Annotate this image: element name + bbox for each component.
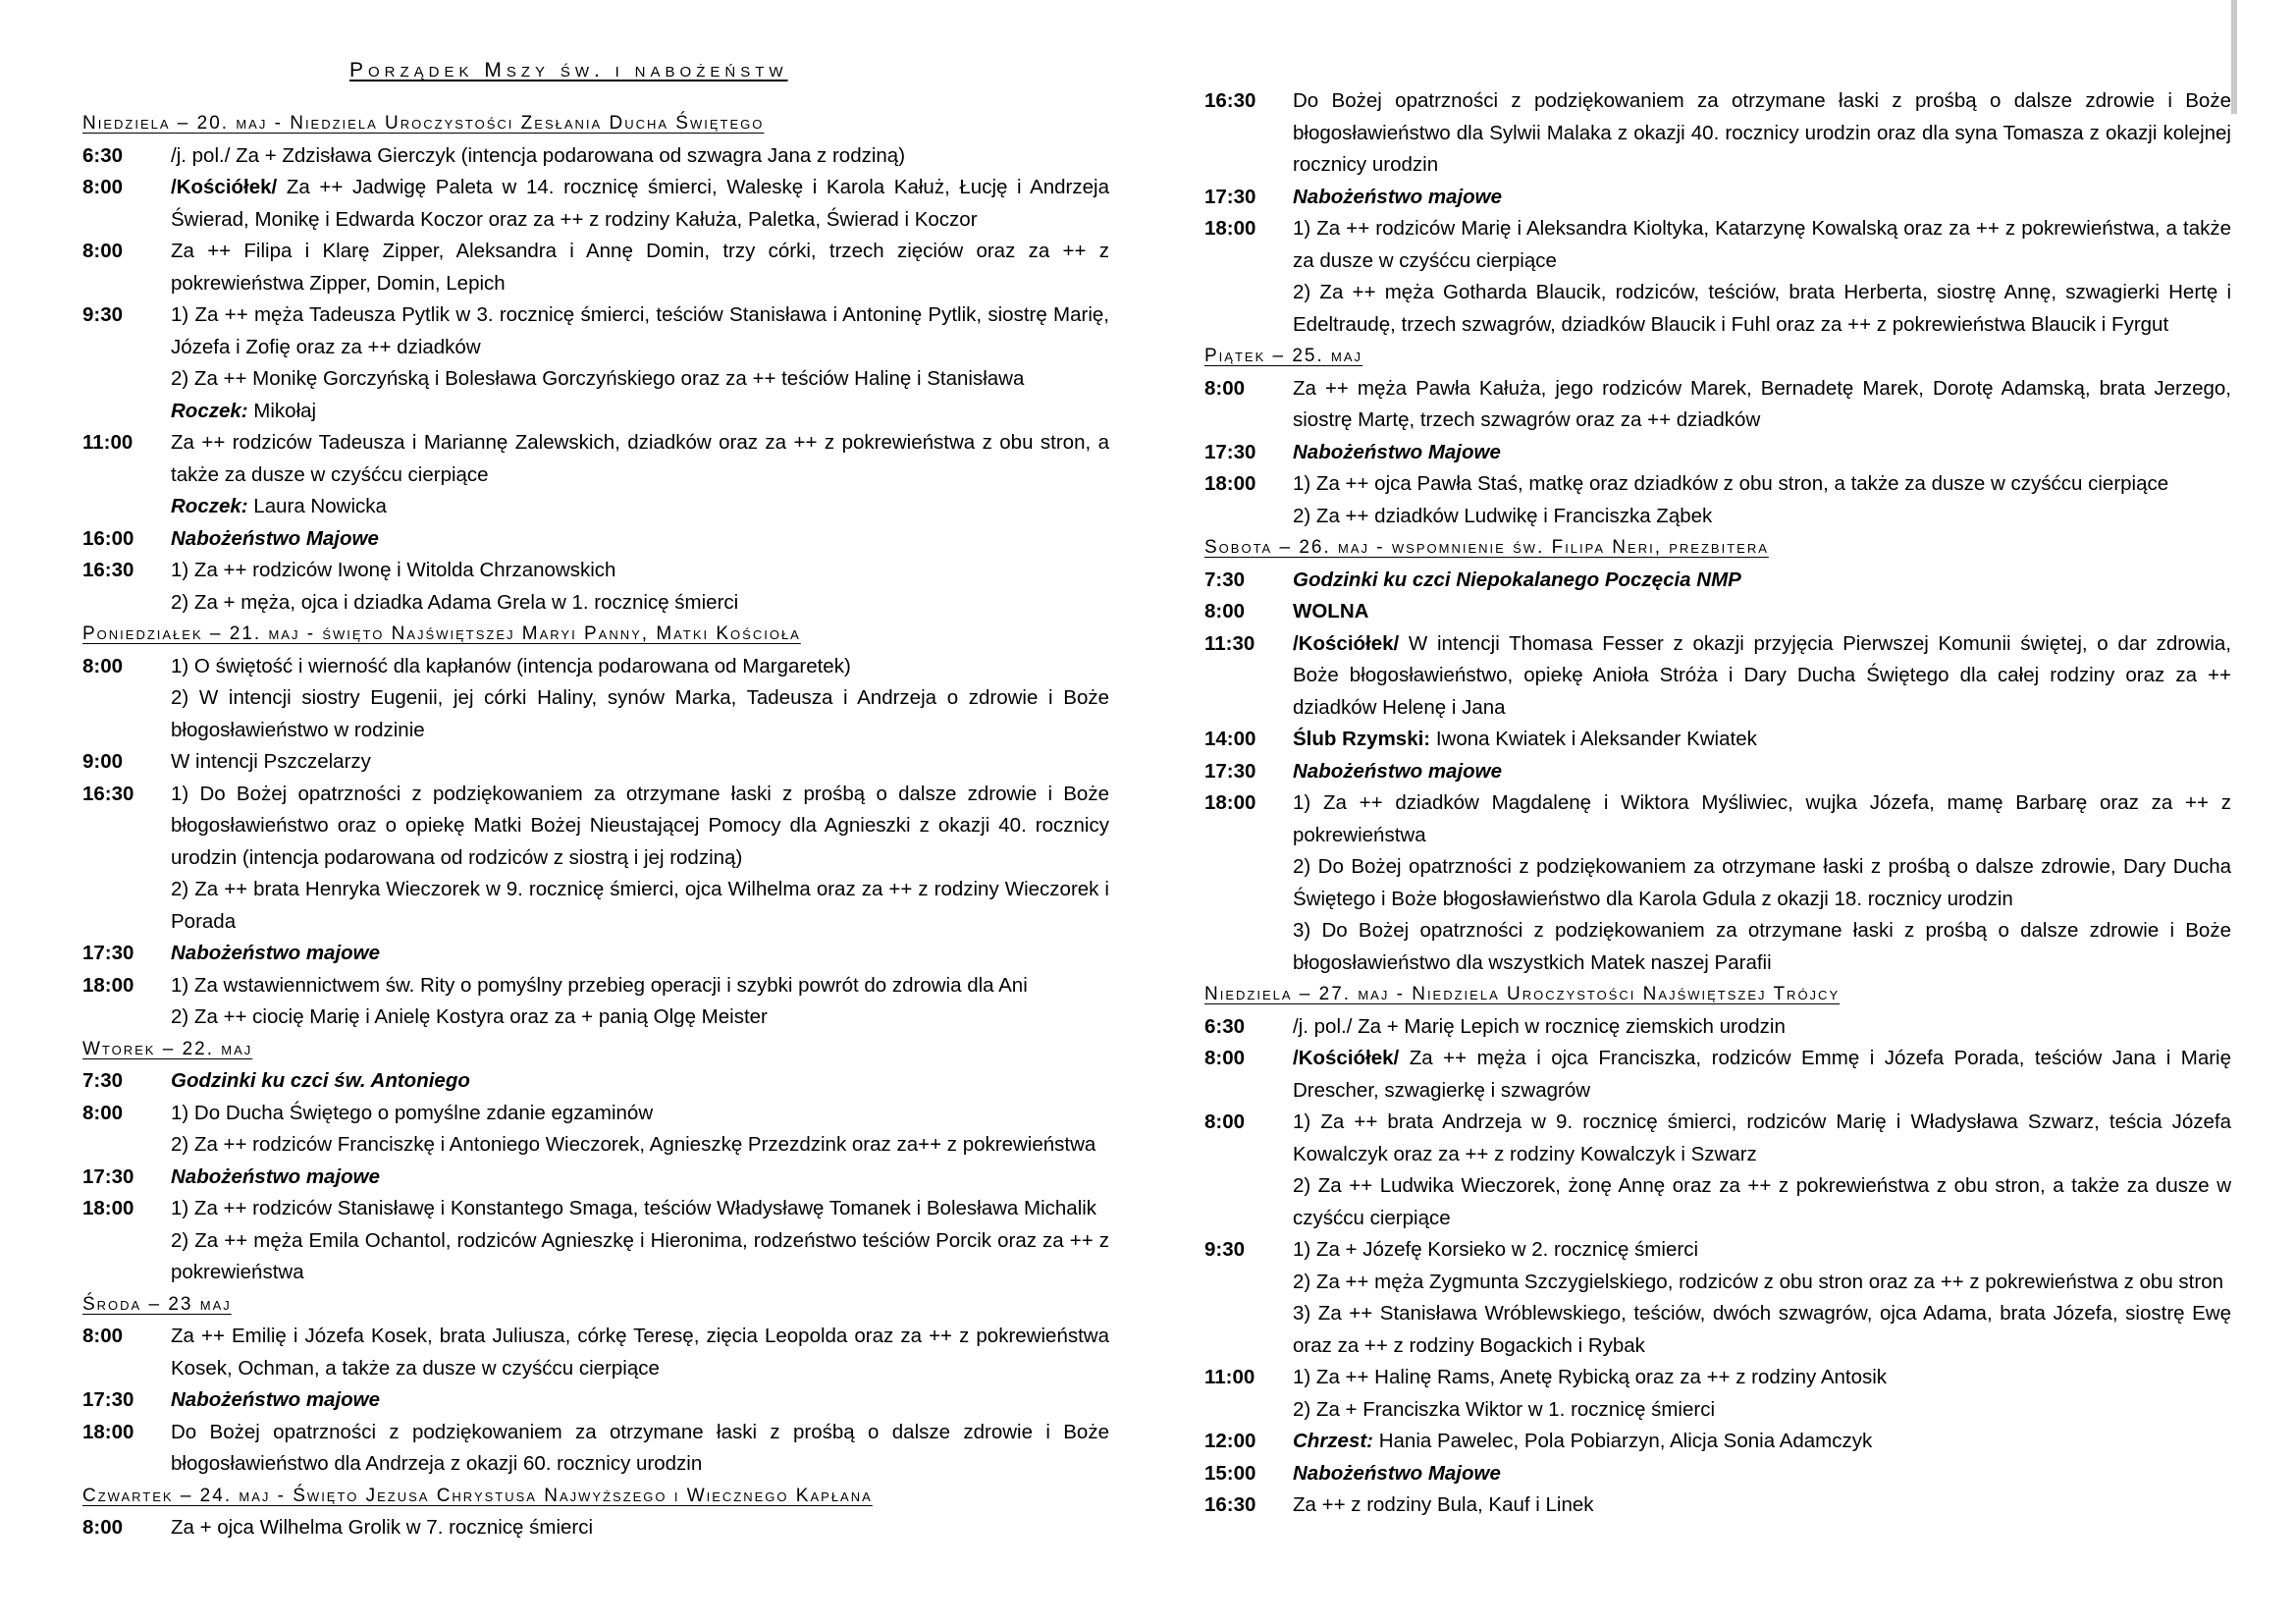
intention-text: 2) Do Bożej opatrzności z podziękowaniem za otrzymane łaski z prośbą o dalsze zdrowie, Dary Ducha Świętego i Boże błogosławieństwo dla Karola Gdula z okazji 18. rocznicy urodzin [1293,855,2231,910]
entry-time: 17:30 [82,1388,134,1411]
day-heading: Piątek – 25. maj [1204,346,1363,366]
intention-line [171,1162,1109,1194]
intention-line [171,1098,1109,1130]
intention-line [1293,1043,2231,1107]
schedule-entry [1204,596,2231,628]
schedule-entry [82,746,1109,779]
intention-text: 1) Za ++ dziadków Magdalenę i Wiktora Myśliwiec, wujka Józefa, mamę Barbarę oraz za ++ z pokrewieństwa [1293,791,2231,846]
intention-line [1293,1234,2231,1267]
day-heading: Środa – 23 maj [82,1293,232,1315]
entry-time: 11:30 [1204,631,1255,655]
schedule-entry [82,1321,1109,1384]
schedule-entry [82,1512,1109,1544]
schedule-entry [1204,787,2231,979]
service-name: Nabożeństwo Majowe [171,526,379,550]
entry-time: 12:00 [1204,1430,1256,1452]
schedule-entry [82,938,1109,970]
intention-line [1293,851,2231,915]
intention-line [1293,437,2231,469]
entry-body [1293,596,2231,628]
entry-body [1293,1107,2231,1234]
entry-body [171,746,1109,779]
intention-line [1293,1170,2231,1234]
entry-body [1293,756,2231,788]
intention-text: 1) Za ++ brata Andrzeja w 9. rocznicę śmierci, rodziców Marię i Władysława Szwarz, teścia Józefa Kowalczyk oraz za ++ z rodziny Kowalczyk i Szwarz [1293,1110,2231,1165]
service-name: Nabożeństwo Majowe [1293,440,1501,463]
intention-text: 2) Za ++ ciocię Marię i Anielę Kostyra oraz za + panią Olgę Meister [171,1005,768,1028]
service-name: Godzinki ku czci św. Antoniego [171,1069,470,1092]
page-title: Porządek Mszy św. i nabożeństw [349,59,788,81]
intention-text: 2) Za ++ męża Emila Ochantol, rodziców Agnieszkę i Hieronima, rodzeństwo teściów Porcik oraz za ++ z pokrewieństwa [171,1228,1109,1283]
intention-line [171,427,1109,491]
day-heading: Wtorek – 22. maj [82,1038,253,1059]
intention-text: 2) Za ++ męża Gotharda Blaucik, rodziców, teściów, brata Herberta, siostrę Annę, szwagierki Hertę i Edeltraudę, trzech szwagrów, dziadków Blaucik i Fuhl oraz za ++ z pokrewieństwa Blaucik i Fyrgut [1293,281,2231,336]
schedule-entry [82,1417,1109,1481]
intention-line [1293,213,2231,277]
intention-text: Do Bożej opatrzności z podziękowaniem za otrzymane łaski z prośbą o dalsze zdrowie i Boże błogosławieństwo dla Andrzeja z okazji 60. rocznicy urodzin [171,1420,1109,1475]
intention-line [171,491,1109,523]
schedule-entry [1204,1426,2231,1458]
day-heading: Niedziela – 27. maj - Niedziela Uroczystości Najświętszej Trójcy [1204,984,1841,1004]
service-name: Nabożeństwo majowe [1293,759,1503,783]
entry-time: 8:00 [1204,376,1246,400]
entry-time: 8:00 [82,1516,124,1539]
intention-text: 2) W intencji siostry Eugenii, jej córki Haliny, synów Marka, Tadeusza i Andrzeja o zdrowie i Boże błogosławieństwo w rodzinie [171,686,1109,741]
intention-line [1293,1107,2231,1170]
intention-line [171,1001,1109,1034]
intention-text: 1) Za ++ rodziców Marię i Aleksandra Kioltyka, Katarzynę Kowalską oraz za ++ z pokrewieństwa, a także za dusze w czyśćcu cierpiące [1293,217,2231,272]
entry-time: 17:30 [82,942,134,964]
entry-body [171,140,1109,173]
intention-text: 1) Za ++ ojca Pawła Staś, matkę oraz dziadków z obu stron, a także za dusze w czyśćcu cierpiące [1293,472,2169,495]
intention-line [171,1417,1109,1481]
intention-line [171,523,1109,556]
service-name: Nabożeństwo majowe [1293,185,1503,208]
intention-line [1293,628,2231,725]
intention-line [171,1065,1109,1098]
schedule-entry [1204,724,2231,756]
intention-line [171,299,1109,363]
intention-line [1293,468,2231,501]
schedule-entry [82,1193,1109,1289]
entry-time: 18:00 [1204,791,1256,814]
intention-prefix: Roczek: [171,495,248,517]
intention-line [1293,85,2231,182]
entry-body [1293,565,2231,597]
entry-time: 8:00 [82,654,124,677]
entry-time: 18:00 [1204,217,1256,240]
intention-text: Za ++ rodziców Tadeusza i Mariannę Zalewskich, dziadków oraz za ++ z pokrewieństwa z obu stron, a także za dusze w czyśćcu cierpiące [171,431,1109,486]
entry-time: 18:00 [82,1420,134,1443]
schedule-entry [82,299,1109,427]
intention-text: Laura Nowicka [247,495,387,517]
entry-time: 6:30 [82,143,124,167]
schedule-entry [1204,1489,2231,1522]
entry-body [1293,787,2231,979]
entry-body [1293,213,2231,341]
intention-line [171,682,1109,746]
entry-time: 9:30 [82,303,124,326]
entry-body [1293,373,2231,437]
intention-line [171,779,1109,875]
intention-line [1293,596,2231,628]
intention-line [1293,277,2231,341]
intention-text: 2) Za ++ rodziców Franciszkę i Antoniego Wieczorek, Agnieszkę Przezdzink oraz za++ z pokrewieństwa [171,1133,1096,1156]
intention-line [1293,915,2231,979]
schedule-entry [1204,1234,2231,1362]
entry-time: 8:00 [82,176,124,198]
intention-prefix: /Kościółek/ [1293,1047,1400,1069]
entry-time: 11:00 [1204,1366,1255,1388]
intention-line [1293,1267,2231,1299]
entry-time: 18:00 [82,973,134,997]
intention-text: /j. pol./ Za + Marię Lepich w rocznicę ziemskich urodzin [1293,1014,1786,1038]
service-name: Nabożeństwo majowe [171,942,381,964]
entry-time: 16:00 [82,526,134,550]
intention-text: Do Bożej opatrzności z podziękowaniem za otrzymane łaski z prośbą o dalsze zdrowie i Boże błogosławieństwo dla Sylwii Malaka z okazji 40. rocznicy urodzin oraz dla syna Tomasza z okazji kolejnej rocznicy urodzin [1293,89,2231,176]
entry-time: 8:00 [1204,1110,1246,1133]
schedule-entry [1204,1362,2231,1426]
entry-body [1293,1426,2231,1458]
schedule-entry [82,1065,1109,1098]
schedule-entry [1204,437,2231,469]
intention-line [171,651,1109,683]
entry-time: 8:00 [1204,600,1246,623]
intention-text: 1) Za ++ męża Tadeusza Pytlik w 3. rocznicę śmierci, teściów Stanisława i Antoninę Pytlik, siostrę Marię, Józefa i Zofię oraz za ++ dziadków [171,303,1109,358]
intention-text: /j. pol./ Za + Zdzisława Gierczyk (intencja podarowana od szwagra Jana z rodziną) [171,143,906,167]
schedule-entry [1204,756,2231,788]
intention-text: 2) Za + Franciszka Wiktor w 1. rocznicę śmierci [1293,1397,1716,1421]
entry-body [1293,182,2231,214]
intention-line [171,874,1109,938]
intention-text: Za ++ Jadwigę Paleta w 14. rocznicę śmierci, Waleskę i Karola Kałuż, Łucję i Andrzeja Świerad, Monikę i Edwarda Koczor oraz za ++ z rodziny Kałuża, Paletka, Świerad i Koczor [171,176,1109,231]
schedule-entry [82,1098,1109,1162]
intention-text: W intencji Pszczelarzy [171,750,371,773]
intention-line [1293,373,2231,437]
entry-time: 17:30 [1204,440,1256,463]
entry-time: 14:00 [1204,728,1256,750]
schedule-entry [1204,565,2231,597]
intention-text: 2) Za ++ dziadków Ludwikę i Franciszka Ząbek [1293,504,1713,527]
schedule-entry [82,1162,1109,1194]
entry-body [171,779,1109,939]
intention-line [1293,1011,2231,1044]
intention-text: 1) Za ++ Halinę Rams, Anetę Rybicką oraz za ++ z rodziny Antosik [1293,1366,1888,1388]
intention-text: 1) Do Bożej opatrzności z podziękowaniem za otrzymane łaski z prośbą o dalsze zdrowie i Boże błogosławieństwo oraz o opiekę Matki Bożej Nieustającej Pomocy dla Agnieszki z okazji 40. rocznicy urodzin (intencja podarowana od rodziców z siostrą i jej rodziną) [171,782,1109,869]
schedule-entry [82,172,1109,236]
intention-text: 2) Za ++ Ludwika Wieczorek, żonę Annę oraz za ++ z pokrewieństwa z obu stron, a także za dusze w czyśćcu cierpiące [1293,1174,2231,1229]
intention-line [171,396,1109,428]
entry-time: 18:00 [82,1197,134,1219]
schedule-entry [1204,373,2231,437]
schedule-entry [1204,1011,2231,1044]
scrollbar[interactable] [2231,0,2237,114]
entry-body [1293,1362,2231,1426]
entry-body [171,938,1109,970]
entry-time: 9:00 [82,750,124,773]
day-heading: Czwartek – 24. maj - Święto Jezusa Chrystusa Najwyższego i Wiecznego Kapłana [82,1485,873,1506]
intention-text: Za ++ Filipa i Klarę Zipper, Aleksandra i Annę Domin, trzy córki, trzech zięciów oraz za ++ z pokrewieństwa Zipper, Domin, Lepich [171,240,1109,295]
intention-line [1293,1362,2231,1394]
service-name: WOLNA [1293,600,1369,623]
intention-line [171,1129,1109,1162]
entry-body [171,1321,1109,1384]
intention-line [171,1193,1109,1225]
entry-time: 8:00 [82,240,124,262]
entry-time: 16:30 [1204,1493,1256,1516]
intention-line [1293,1489,2231,1522]
intention-text: W intencji Thomasa Fesser z okazji przyjęcia Pierwszej Komunii świętej, o dar zdrowia, Boże błogosławieństwo, opiekę Anioła Stróża i Dary Ducha Świętego dla całej rodziny oraz za ++ dziadków Helenę i Jana [1293,631,2231,719]
intention-prefix: /Kościółek/ [171,176,278,198]
intention-line [171,140,1109,173]
left-schedule [82,108,1109,1544]
entry-body [171,1098,1109,1162]
intention-text: 2) Za ++ Monikę Gorczyńską i Bolesława Gorczyńskiego oraz za ++ teściów Halinę i Stanisława [171,367,1025,390]
intention-line [171,1225,1109,1289]
intention-line [171,236,1109,299]
intention-text: Za ++ Emilię i Józefa Kosek, brata Juliusza, córkę Teresę, zięcia Leopolda oraz za ++ z pokrewieństwa Kosek, Ochman, a także za dusze w czyśćcu cierpiące [171,1325,1109,1380]
schedule-entry [82,555,1109,619]
entry-body [1293,724,2231,756]
intention-line [171,172,1109,236]
day-heading: Niedziela – 20. maj - Niedziela Uroczystości Zesłania Ducha Świętego [82,113,765,134]
intention-text: 3) Do Bożej opatrzności z podziękowaniem za otrzymane łaski z prośbą o dalsze zdrowie i Boże błogosławieństwo dla wszystkich Matek naszej Parafii [1293,919,2231,974]
day-heading: Poniedziałek – 21. maj - święto Najświętszej Maryi Panny, Matki Kościoła [82,623,801,644]
entry-time: 9:30 [1204,1238,1246,1261]
entry-body [171,555,1109,619]
schedule-entry [1204,1458,2231,1490]
intention-line [171,363,1109,396]
entry-body [171,236,1109,299]
day-heading: Sobota – 26. maj - wspomnienie św. Filipa Neri, prezbitera [1204,537,1769,558]
schedule-entry [82,651,1109,747]
intention-line [1293,787,2231,851]
intention-line [171,1512,1109,1544]
intention-line [171,1321,1109,1384]
schedule-entry [82,970,1109,1034]
entry-body [1293,628,2231,725]
entry-time: 8:00 [82,1325,124,1347]
schedule-entry [1204,628,2231,725]
schedule-entry [1204,1107,2231,1234]
entry-time: 16:30 [82,559,134,581]
entry-body [171,427,1109,523]
entry-time: 16:30 [82,782,134,805]
intention-prefix: Roczek: [171,399,248,422]
entry-time: 7:30 [82,1069,124,1092]
intention-text: 3) Za ++ Stanisława Wróblewskiego, teściów, dwóch szwagrów, ojca Adama, brata Józefa, siostrę Ewę oraz za ++ z rodziny Bogackich i Rybak [1293,1302,2231,1357]
intention-line [1293,1458,2231,1490]
intention-text: 1) Za ++ rodziców Stanisławę i Konstantego Smaga, teściów Władysławę Tomanek i Bolesława Michalik [171,1197,1097,1219]
entry-time: 7:30 [1204,568,1246,591]
entry-time: 17:30 [1204,185,1256,208]
intention-line [171,587,1109,620]
schedule-entry [82,236,1109,299]
entry-body [171,299,1109,427]
entry-body [171,1384,1109,1417]
intention-text: Za + ojca Wilhelma Grolik w 7. rocznicę śmierci [171,1516,594,1539]
intention-prefix: Ślub Rzymski: [1293,728,1431,750]
intention-line [171,938,1109,970]
entry-body [1293,1489,2231,1522]
schedule-entry [82,779,1109,939]
entry-body [171,1162,1109,1194]
intention-text: 2) Za ++ męża Zygmunta Szczygielskiego, rodziców z obu stron oraz za ++ z pokrewieństwa z obu stron [1293,1270,2223,1293]
entry-body [171,172,1109,236]
entry-body [171,1193,1109,1289]
service-name: Godzinki ku czci Niepokalanego Poczęcia NMP [1293,568,1741,591]
entry-body [171,1417,1109,1481]
service-name: Nabożeństwo majowe [171,1164,381,1188]
entry-time: 11:00 [82,431,133,454]
schedule-entry [82,140,1109,173]
intention-text: 1) Za wstawiennictwem św. Rity o pomyślny przebieg operacji i szybki powrót do zdrowia dla Ani [171,973,1028,997]
service-name: Nabożeństwo majowe [171,1388,381,1411]
intention-text: 2) Za ++ brata Henryka Wieczorek w 9. rocznicę śmierci, ojca Wilhelma oraz za ++ z rodziny Wieczorek i Porada [171,878,1109,933]
schedule-entry [82,523,1109,556]
schedule-entry [1204,213,2231,341]
entry-time: 6:30 [1204,1014,1246,1038]
entry-body [1293,1458,2231,1490]
schedule-entry [1204,1043,2231,1107]
entry-time: 17:30 [1204,759,1256,783]
intention-line [1293,501,2231,533]
intention-text: Za ++ z rodziny Bula, Kauf i Linek [1293,1493,1594,1516]
entry-body [171,970,1109,1034]
entry-body [171,523,1109,556]
intention-line [171,555,1109,587]
intention-line [1293,1298,2231,1362]
entry-body [1293,1043,2231,1107]
entry-body [1293,437,2231,469]
intention-prefix: /Kościółek/ [1293,631,1400,655]
schedule-entry [1204,85,2231,182]
intention-text: 1) Za ++ rodziców Iwonę i Witolda Chrzanowskich [171,559,616,581]
intention-text: 1) Za + Józefę Korsieko w 2. rocznicę śmierci [1293,1238,1698,1261]
schedule-entry [1204,182,2231,214]
intention-text: Iwona Kwiatek i Aleksander Kwiatek [1430,728,1757,750]
entry-time: 17:30 [82,1164,134,1188]
entry-body [171,1512,1109,1544]
schedule-entry [82,1384,1109,1417]
entry-body [1293,85,2231,182]
intention-line [1293,182,2231,214]
entry-body [171,651,1109,747]
intention-prefix: Chrzest: [1293,1430,1374,1452]
intention-line [171,1384,1109,1417]
intention-line [1293,756,2231,788]
intention-text: 1) O świętość i wierność dla kapłanów (intencja podarowana od Margaretek) [171,654,851,677]
intention-text: Za ++ męża Pawła Kałuża, jego rodziców Marek, Bernadetę Marek, Dorotę Adamską, brata Jerzego, siostrę Martę, trzech szwagrów oraz za ++ dziadków [1293,376,2231,431]
intention-line [171,970,1109,1002]
entry-time: 8:00 [1204,1047,1246,1069]
entry-body [1293,468,2231,532]
entry-time: 18:00 [1204,472,1256,495]
intention-line [171,746,1109,779]
intention-text: Hania Pawelec, Pola Pobiarzyn, Alicja Sonia Adamczyk [1373,1430,1873,1452]
intention-text: Mikołaj [247,399,317,422]
intention-line [1293,1394,2231,1427]
entry-time: 16:30 [1204,89,1256,112]
intention-text: 2) Za + męża, ojca i dziadka Adama Grela w 1. rocznicę śmierci [171,590,739,614]
schedule-entry [1204,468,2231,532]
schedule-entry [82,427,1109,523]
entry-body [171,1065,1109,1098]
intention-line [1293,724,2231,756]
intention-line [1293,565,2231,597]
entry-time: 15:00 [1204,1461,1256,1485]
entry-time: 8:00 [82,1101,124,1124]
service-name: Nabożeństwo Majowe [1293,1461,1501,1485]
intention-text: 1) Do Ducha Świętego o pomyślne zdanie egzaminów [171,1101,654,1124]
entry-body [1293,1234,2231,1362]
entry-body [1293,1011,2231,1044]
intention-text: Za ++ męża i ojca Franciszka, rodziców Emmę i Józefa Porada, teściów Jana i Marię Drescher, szwagierkę i szwagrów [1293,1047,2231,1102]
right-schedule [1204,85,2231,1522]
intention-line [1293,1426,2231,1458]
